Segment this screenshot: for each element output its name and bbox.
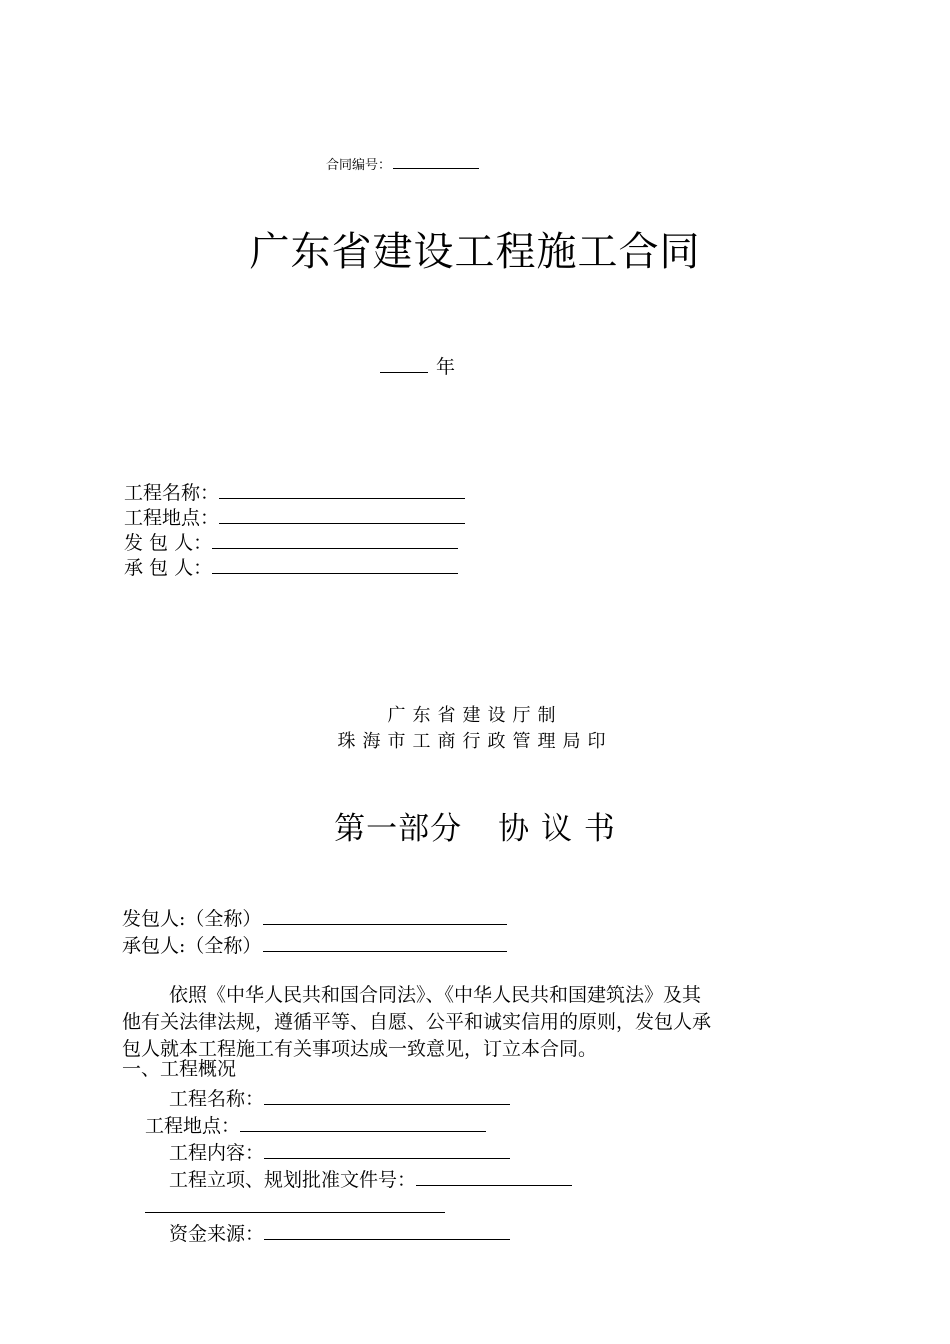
section-heading: 一、工程概况 <box>122 1058 237 1080</box>
contract-number-blank[interactable] <box>393 152 479 169</box>
project-site-row <box>122 1110 572 1137</box>
project-site-blank[interactable] <box>219 503 465 524</box>
cover-field-contractor <box>124 553 465 578</box>
fund-source-row <box>122 1218 572 1245</box>
project-site-input-blank[interactable] <box>240 1110 486 1132</box>
document-title: 广东省建设工程施工合同 <box>249 229 701 275</box>
year-line <box>380 350 455 380</box>
preamble-line: 包人就本工程施工有关事项达成一致意见，订立本合同。 <box>122 1038 598 1060</box>
fund-source-input-blank[interactable] <box>264 1218 510 1240</box>
project-name-input-blank[interactable] <box>264 1083 510 1105</box>
project-content-row <box>122 1137 572 1164</box>
party-employer-row <box>122 903 507 930</box>
fund-source-label: 资金来源： <box>169 1223 265 1245</box>
cover-field-label: 发 包 人： <box>124 532 213 554</box>
project-site-label: 工程地点： <box>145 1115 241 1137</box>
year-label: 年 <box>436 356 456 378</box>
preamble-paragraph <box>122 982 832 1063</box>
party-fields <box>122 903 507 957</box>
approval-doc-input-blank[interactable] <box>416 1164 572 1186</box>
cover-field-project-name <box>124 478 465 503</box>
contract-number-line <box>326 152 479 176</box>
section-project-overview <box>122 1056 572 1245</box>
issuer-line-1: 广东省建设厅制 <box>387 705 563 726</box>
part-name: 协 议 书 <box>498 811 616 847</box>
approval-doc-label: 工程立项、规划批准文件号： <box>169 1169 417 1191</box>
cover-field-label: 工程地点： <box>124 507 220 529</box>
employer-blank[interactable] <box>212 528 458 549</box>
employer-fullname-blank[interactable] <box>263 903 507 925</box>
cover-field-employer <box>124 528 465 553</box>
cover-field-project-site <box>124 503 465 528</box>
contractor-blank[interactable] <box>212 553 458 574</box>
cover-field-label: 承 包 人： <box>124 557 213 579</box>
approval-doc-continuation-row <box>122 1191 572 1218</box>
cover-fields <box>124 478 465 578</box>
approval-doc-row <box>122 1164 572 1191</box>
issuer-line-2: 珠海市工商行政管理局印 <box>337 731 613 752</box>
project-name-label: 工程名称： <box>169 1088 265 1110</box>
contract-number-label: 合同编号： <box>326 158 392 173</box>
part-title <box>0 806 950 852</box>
project-name-row <box>122 1083 572 1110</box>
project-content-label: 工程内容： <box>169 1142 265 1164</box>
cover-field-label: 工程名称： <box>124 482 220 504</box>
party-contractor-row <box>122 930 507 957</box>
party-label: 发包人:（全称） <box>122 908 262 930</box>
party-label: 承包人:（全称） <box>122 935 262 957</box>
preamble-line: 他有关法律法规，遵循平等、自愿、公平和诚实信用的原则，发包人承 <box>122 1011 712 1033</box>
year-blank[interactable] <box>380 350 428 373</box>
project-name-blank[interactable] <box>219 478 465 499</box>
approval-doc-continuation-blank[interactable] <box>145 1191 445 1213</box>
contractor-fullname-blank[interactable] <box>263 930 507 952</box>
project-content-input-blank[interactable] <box>264 1137 510 1159</box>
part-number: 第一部分 <box>334 811 463 847</box>
preamble-line: 依照《中华人民共和国合同法》、《中华人民共和国建筑法》及其 <box>169 984 702 1006</box>
